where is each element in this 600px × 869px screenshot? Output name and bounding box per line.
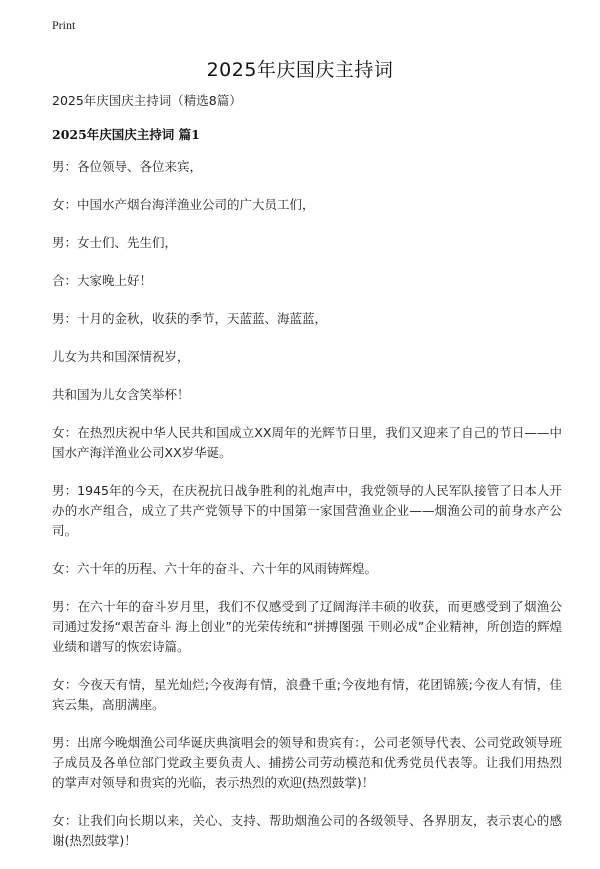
paragraph: 儿女为共和国深情祝岁， <box>52 349 190 364</box>
paragraph: 男：女士们、先生们， <box>52 235 178 250</box>
paragraph: 女：让我们向长期以来，关心、支持、帮助烟渔公司的各级领导、各界朋友，表示衷心的感谢(热烈鼓掌)！ <box>52 813 562 848</box>
paragraph: 男：十月的金秋，收获的季节，天蓝蓝、海蓝蓝， <box>52 311 328 326</box>
paragraph: 男：出席今晚烟渔公司华诞庆典演唱会的领导和贵宾有：，公司老领导代表、公司党政领导班子成员及各单位部门党政主要负责人、捕捞公司劳动模范和优秀党员代表等。让我们用热烈的掌声对领导和贵宾的光临，表示热烈的欢迎(热烈鼓掌)！ <box>52 735 562 790</box>
paragraph: 女：在热烈庆祝中华人民共和国成立XX周年的光辉节日里，我们又迎来了自己的节日——中国水产海洋渔业公司XX岁华诞。 <box>52 425 562 460</box>
document-body <box>52 91 562 869</box>
paragraph: 女：中国水产烟台海洋渔业公司的广大员工们， <box>52 197 315 212</box>
document-subtitle: 2025年庆国庆主持词（精选8篇） <box>52 93 242 108</box>
section-heading: 2025年庆国庆主持词 篇1 <box>52 127 200 142</box>
print-label: Print <box>52 18 76 32</box>
document-title: 2025年庆国庆主持词 <box>206 59 394 81</box>
paragraph: 男：各位领导、各位来宾， <box>52 159 203 174</box>
paragraph: 男：1945年的今天，在庆祝抗日战争胜利的礼炮声中，我党领导的人民军队接管了日本人开办的水产组合，成立了共产党领导下的中国第一家国营渔业企业——烟渔公司的前身水产公司。 <box>52 483 562 538</box>
paragraph: 合：大家晚上好！ <box>52 273 153 288</box>
paragraph: 女：今夜天有情，星光灿烂;今夜海有情，浪叠千重;今夜地有情，花团锦簇;今夜人有情，佳宾云集，高朋满座。 <box>52 677 562 712</box>
paragraph: 女：六十年的历程、六十年的奋斗、六十年的风雨铸辉煌。 <box>52 561 378 576</box>
paragraph: 男：在六十年的奋斗岁月里，我们不仅感受到了辽阔海洋丰硕的收获，而更感受到了烟渔公司通过发扬“艰苦奋斗 海上创业”的光荣传统和“拼搏图强 干则必成”企业精神，所创造的辉煌业绩和谱写的恢宏诗篇。 <box>52 599 562 654</box>
paragraph: 共和国为儿女含笑举杯！ <box>52 387 190 402</box>
